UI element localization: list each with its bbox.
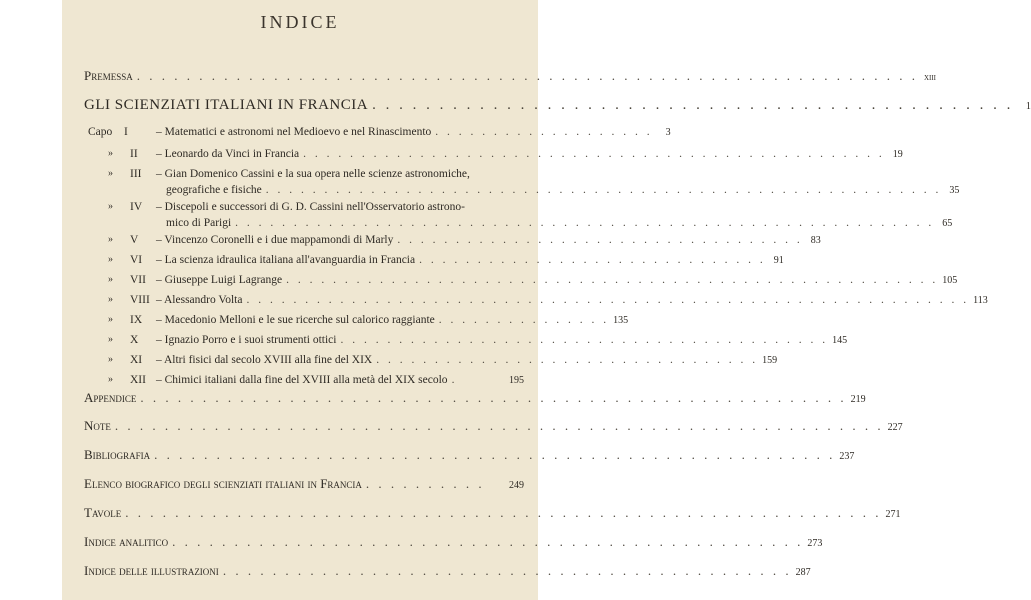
toc-entry-page: xiii (923, 72, 936, 83)
chapter-page: 195 (509, 375, 524, 386)
leader-dots: . . . . . . . . . . . . . . . . . . . . . . . . . . . . . . . . . . . . . . . . . . (340, 334, 829, 346)
leader-dots: . . . . . . . . . . . . . . . . . . . . . . . . . . . . . . . . . . . . . . . . . . . . . . . . . . . (172, 534, 804, 549)
chapter-prefix: » (108, 168, 113, 179)
chapter-row (88, 334, 848, 348)
toc-entry-label: Indice analitico (84, 534, 169, 549)
leader-dots: . . . . . . . . . . . . . . . (438, 314, 610, 326)
leader-dots: . . . . . . . . . . . . . . . . . . . . . . . . . . . . . . . . . . . . . . . . . . . . . . . . . . . . . . . . . . . . . . . (136, 68, 918, 83)
leader-dots: . . . . . . . . . . . . . . . . . . . . . . . . . . . . . . . . . (376, 354, 759, 366)
leader-dots: . . . . . . . . . . . . . . . . . . . . . . . . . . . . . . . . . . . . . . . . . . . . . . . . . . . . . . . . . . . . . (125, 505, 882, 520)
chapter-page: 19 (892, 149, 903, 160)
toc-entry-label: Elenco biografico degli scienziati italiani in Francia (84, 476, 362, 491)
leader-dots: . . . . . . . . . . . . . . . . . . . . . . . . . . . . . . . . . . . . . . . . . . . . . . . . . . . . . . . . . . . . . . (114, 418, 884, 433)
chapter-prefix: » (108, 334, 113, 345)
leader-dots: . . . . . . . . . . . . . . . . . . . . . . . . . . . . . . . . . . . (397, 234, 803, 246)
toc-entry-elenco-biografico (84, 476, 524, 492)
index-page (62, 0, 1031, 600)
chapter-prefix: » (108, 374, 113, 385)
chapter-title: – Ignazio Porro e i suoi strumenti ottici (156, 334, 337, 346)
chapter-number: VI (130, 254, 143, 266)
chapter-page: 135 (613, 315, 629, 326)
leader-dots: . . . . . . . . . . . . . . . . . . . . . . . . . . . . . . . . . . . . . . . . . . . . . . . . (372, 97, 1014, 113)
chapter-title: – Alessandro Volta (156, 294, 243, 306)
chapter-title-row (156, 334, 848, 346)
chapter-row (88, 201, 953, 233)
chapter-title: – Altri fisici dal secolo XVIII alla fine del XIX (156, 354, 373, 366)
chapter-title: – Chimici italiani dalla fine del XVIII alla metà del XIX secolo (156, 374, 448, 386)
chapter-page: 113 (973, 295, 988, 306)
leader-dots: . (451, 374, 458, 386)
chapter-row (88, 374, 524, 388)
chapter-page: 145 (832, 335, 848, 346)
chapter-title: – Giuseppe Luigi Lagrange (156, 274, 283, 286)
chapter-row (88, 314, 629, 328)
chapter-prefix: » (108, 234, 113, 245)
chapter-row (88, 126, 671, 140)
chapter-prefix: » (108, 254, 113, 265)
chapter-row (88, 234, 821, 248)
leader-dots: . . . . . . . . . . . . . . . . . . . . . . . . . . . . . . . . . . . . . . . . . . . . . . . . . . . . . . . (154, 447, 836, 462)
chapter-title: – Gian Domenico Cassini e la sua opera nelle scienze astronomiche, (156, 168, 470, 180)
toc-entry-label: Premessa (84, 68, 133, 83)
chapter-number: XII (130, 374, 146, 386)
toc-entry-label: Tavole (84, 505, 122, 520)
chapter-title-continued: geografiche e fisiche (166, 184, 262, 196)
toc-entry-label: Indice delle illustrazioni (84, 563, 219, 578)
chapter-title: – Matematici e astronomi nel Medioevo e nel Rinascimento (156, 126, 432, 138)
toc-entry-label: GLI SCIENZIATI ITALIANI IN FRANCIA (84, 97, 369, 113)
chapter-row (88, 354, 778, 368)
chapter-title-row (156, 294, 988, 306)
chapter-title-row (156, 126, 671, 138)
chapter-number: IX (130, 314, 143, 326)
chapter-page: 105 (942, 275, 958, 286)
page-title: INDICE (260, 12, 340, 32)
toc-entry-page: 1 (1025, 101, 1031, 112)
toc-entry-page: 219 (850, 394, 866, 405)
chapter-title-row (156, 354, 778, 366)
chapter-title-row (156, 234, 821, 246)
chapter-prefix: » (108, 314, 113, 325)
leader-dots: . . . . . . . . . . (365, 476, 485, 491)
chapter-row (88, 254, 784, 268)
chapter-title-continued: mico di Parigi (166, 217, 232, 229)
toc-entry-label: Appendice (84, 390, 137, 405)
chapter-title: – Discepoli e successori di G. D. Cassini nell'Osservatorio astrono- (156, 201, 466, 213)
chapter-number: VII (130, 274, 146, 286)
chapter-number: V (130, 234, 139, 246)
chapter-title-row (156, 217, 953, 229)
chapter-prefix: » (108, 201, 113, 212)
chapter-page: 91 (773, 255, 784, 266)
chapter-row (88, 294, 988, 308)
toc-entry-tavole (84, 505, 901, 521)
toc-entry-note (84, 418, 903, 434)
chapter-title-row (156, 148, 903, 160)
chapter-number: IV (130, 201, 143, 213)
chapter-number: III (130, 168, 142, 180)
leader-dots: . . . . . . . . . . . . . . . . . . . . . . . . . . . . . . . . . . . . . . . . . . . . . . . . . . . . . . . . . . . . . . (246, 294, 970, 306)
chapter-page: 3 (665, 127, 671, 138)
toc-entry-page: 249 (509, 480, 524, 491)
leader-dots: . . . . . . . . . . . . . . . . . . . . . . . . . . . . . . . . . . . . . . . . . . . . . . . . . . . . . . . . . . . . (235, 217, 935, 229)
toc-entry-page: 227 (887, 422, 903, 433)
leader-dots: . . . . . . . . . . . . . . . . . . . . . . . . . . . . . . (419, 254, 766, 266)
chapter-title-row (156, 374, 524, 386)
chapter-title-row (156, 254, 784, 266)
chapter-title-row (156, 184, 960, 196)
chapter-prefix: » (108, 294, 113, 305)
toc-entry-bibliografia (84, 447, 855, 463)
chapter-number: XI (130, 354, 143, 366)
chapter-title: – Leonardo da Vinci in Francia (156, 148, 300, 160)
chapter-number: II (130, 148, 138, 160)
toc-entry-page: 287 (795, 567, 811, 578)
toc-entry-section-title (84, 97, 1031, 114)
toc-entry-indice-illustrazioni (84, 563, 811, 579)
leader-dots: . . . . . . . . . . . . . . . . . . . . . . . . . . . . . . . . . . . . . . . . . . . . . . . . . . (303, 148, 885, 160)
chapter-prefix: Capo (88, 126, 113, 138)
chapter-row (88, 274, 958, 288)
leader-dots: . . . . . . . . . . . . . . . . . . . (435, 126, 653, 138)
chapter-row (88, 148, 903, 162)
chapter-prefix: » (108, 274, 113, 285)
chapter-number: X (130, 334, 139, 346)
toc-entry-page: 273 (807, 538, 823, 549)
leader-dots: . . . . . . . . . . . . . . . . . . . . . . . . . . . . . . . . . . . . . . . . . . . . . . . . . . . . . . . . (286, 274, 939, 286)
chapter-page: 35 (949, 185, 960, 196)
chapter-prefix: » (108, 148, 113, 159)
chapter-title: – Vincenzo Coronelli e i due mappamondi di Marly (156, 234, 394, 246)
toc-entry-page: 237 (839, 451, 855, 462)
leader-dots: . . . . . . . . . . . . . . . . . . . . . . . . . . . . . . . . . . . . . . . . . . . . . . . . . . . . . . . . . (140, 390, 847, 405)
chapter-page: 159 (762, 355, 778, 366)
leader-dots: . . . . . . . . . . . . . . . . . . . . . . . . . . . . . . . . . . . . . . . . . . . . . . (222, 563, 792, 578)
chapter-page: 65 (942, 218, 953, 229)
chapter-number: VIII (130, 294, 150, 306)
toc-entry-premessa (84, 68, 936, 84)
toc-entry-page: 271 (885, 509, 901, 520)
chapter-number: I (124, 126, 128, 138)
toc-entry-label: Bibliografia (84, 447, 151, 462)
chapter-row (88, 168, 960, 200)
chapter-title-row (156, 314, 629, 326)
chapter-page: 83 (810, 235, 821, 246)
chapter-title-row (156, 274, 958, 286)
chapter-prefix: » (108, 354, 113, 365)
leader-dots: . . . . . . . . . . . . . . . . . . . . . . . . . . . . . . . . . . . . . . . . . . . . . . . . . . . . . . . . . . (265, 184, 942, 196)
toc-entry-indice-analitico (84, 534, 823, 550)
toc-entry-label: Note (84, 418, 111, 433)
chapter-title: – Macedonio Melloni e le sue ricerche sul calorico raggiante (156, 314, 435, 326)
toc-entry-appendice (84, 390, 866, 406)
chapter-title: – La scienza idraulica italiana all'avanguardia in Francia (156, 254, 416, 266)
